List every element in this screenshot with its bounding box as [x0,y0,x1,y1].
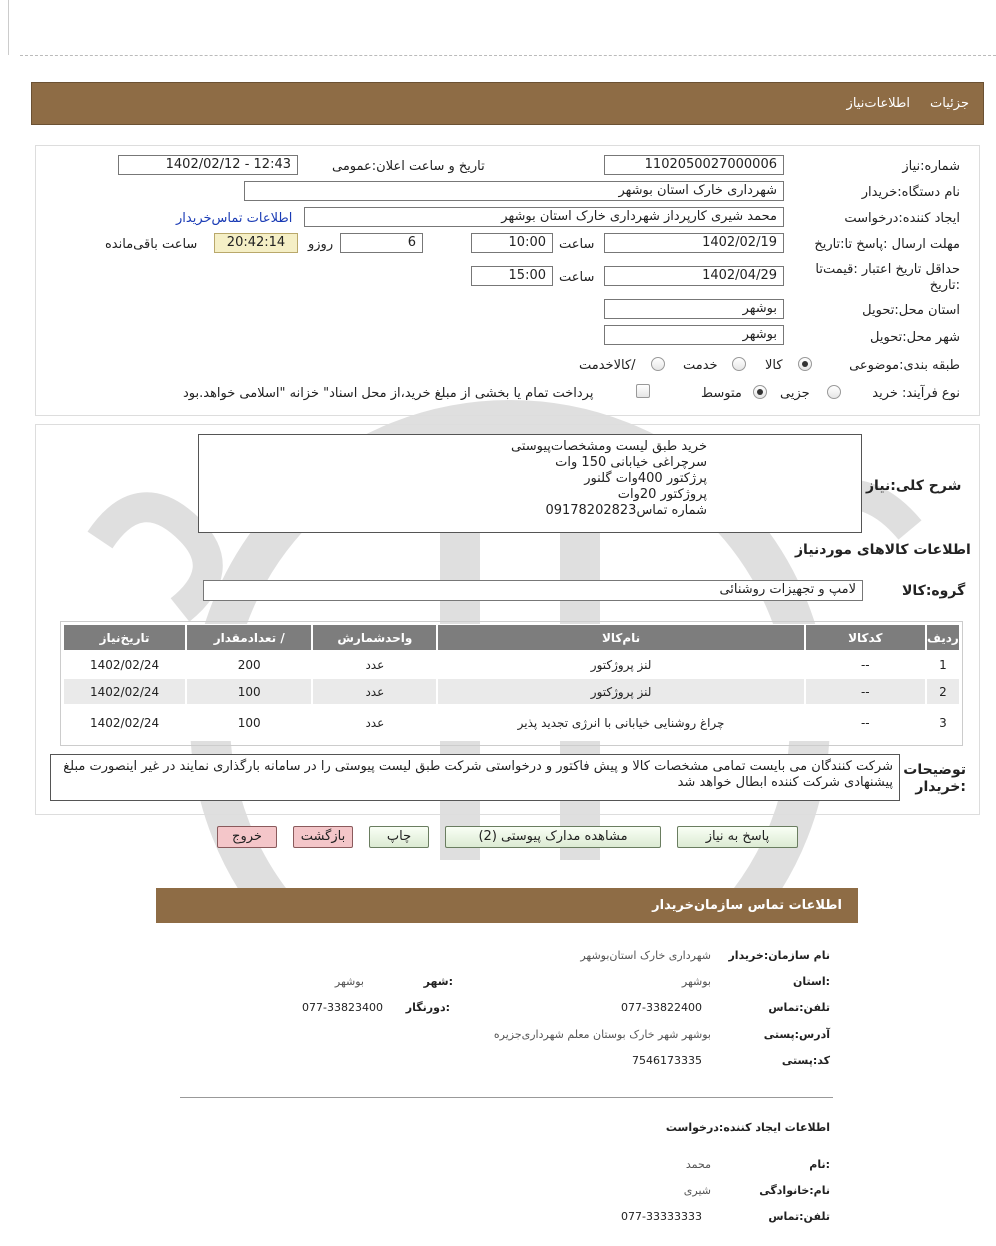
remaining-label: ساعت باقی‌مانده [105,237,198,252]
tab-need-info[interactable]: اطلاعات‌نیاز [846,96,910,111]
validity-label-2: :تاریخ [929,278,960,293]
org-label: نام سازمان:خریدار [728,949,830,962]
table-row[interactable] [63,678,960,705]
fax-value: 077-33823400 [302,1001,383,1014]
category-label: طبقه بندی:موضوعی [849,358,960,373]
cell-unit: عدد [312,678,437,705]
fax-label: :دورنگار [405,1001,450,1014]
contact-title: اطلاعات تماس سازمان‌خریدار [652,898,842,913]
cell-name: لنز پروژکتور [437,651,804,678]
cell-code: -- [805,651,926,678]
cell-qty: 100 [186,678,312,705]
cat-goods-service-label: /کالاخدمت [579,358,636,373]
buyer-notes-box: شرکت کنندگان می بایست تمامی مشخصات کالا و پیش فاکتور و درخواستی شرکت طبق لیست پیوستی را در سامانه بارگذاری نمایند در غیر اینصورت مبلغ پیشنهادی شرکت کننده ابطال خواهد شد [50,754,900,801]
header-bar [31,82,984,125]
payment-text: پرداخت تمام یا بخشی از مبلغ خرید،از محل اسناد" خزانه "اسلامی خواهد.بود [183,386,594,401]
address-label: آدرس:پستی [763,1028,830,1041]
province-label: استان محل:تحویل [862,303,960,318]
family-label: نام:خانوادگی [759,1184,830,1197]
col-row: ردیف [926,624,960,651]
deadline-time-field: 10:00 [471,233,553,253]
reply-button[interactable]: پاسخ به نیاز [677,826,798,848]
cell-unit: عدد [312,705,437,741]
days-label: روزو [308,237,334,252]
address-value: بوشهر شهر خارک بوستان معلم شهرداری‌جزیره [493,1028,711,1041]
remaining-timer: 20:42:14 [214,233,298,253]
buyer-org-field: شهرداری خارک استان بوشهر [244,181,784,201]
city-field: بوشهر [604,325,784,345]
cat-service-radio[interactable] [732,357,746,371]
deadline-label: مهلت ارسال :پاسخ تا:تاریخ [814,237,960,252]
province-c-value: بوشهر [681,975,711,988]
cell-date: 1402/02/24 [63,651,186,678]
announce-label: تاریخ و ساعت اعلان:عمومی [332,159,485,174]
name-label: :نام [809,1158,830,1171]
cell-row: 3 [926,705,960,741]
cell-code: -- [805,705,926,741]
table-row[interactable] [63,705,960,741]
deadline-hour-label: ساعت [559,237,595,252]
col-unit: واحدشمارش [312,624,437,651]
goods-table-header [63,624,960,651]
table-row[interactable] [63,651,960,678]
cell-code: -- [805,678,926,705]
creator-phone-label: تلفن:تماس [768,1210,830,1223]
cell-row: 2 [926,678,960,705]
deadline-date-field: 1402/02/19 [604,233,784,253]
summary-line-4: پروژکتور 20وات [617,487,707,502]
tab-details[interactable]: جزئیات [930,96,969,111]
cat-goods-radio[interactable] [798,357,812,371]
summary-line-3: پرژکتور 400وات گلنور [584,471,707,486]
summary-line-2: سرچراغی خیابانی 150 وات [555,455,707,470]
need-number-label: شماره:نیاز [902,159,960,174]
col-date: تاریخ‌نیاز [63,624,186,651]
validity-time-field: 15:00 [471,266,553,286]
phone-value: 077-33822400 [621,1001,702,1014]
cell-name: لنز پروژکتور [437,678,804,705]
creator-info-title: اطلاعات ایجاد کننده:درخواست [665,1121,830,1134]
postal-label: کد:پستی [781,1054,830,1067]
cell-unit: عدد [312,651,437,678]
cat-goods-service-radio[interactable] [651,357,665,371]
contact-header-bar [156,888,858,923]
cat-service-label: خدمت [683,358,718,373]
postal-value: 7546173335 [632,1054,702,1067]
goods-section-title: اطلاعات کالاهای موردنیاز [795,542,971,558]
validity-date-field: 1402/04/29 [604,266,784,286]
org-value: شهرداری خارک استان‌بوشهر [580,949,711,962]
payment-checkbox[interactable] [636,384,650,398]
creator-field: محمد شیری کارپرداز شهرداری خارک استان بوشهر [304,207,784,227]
col-name: نام‌کالا [437,624,804,651]
province-field: بوشهر [604,299,784,319]
col-code: کدکالا [805,624,926,651]
col-qty: / تعدادمقدار [186,624,312,651]
cat-goods-label: کالا [765,358,783,373]
buyer-org-label: نام دستگاه:خریدار [861,185,960,200]
goods-group-field: لامپ و تجهیزات روشنائی [203,580,863,601]
days-field: 6 [340,233,423,253]
buyer-notes-label-1: توضیحات [903,762,966,778]
cell-name: چراغ روشنایی خیابانی با انرژی تجدید پذیر [437,705,804,741]
back-button[interactable]: بازگشت [293,826,353,848]
cell-qty: 200 [186,651,312,678]
summary-label: شرح کلی:نیاز [866,478,962,494]
buyer-contact-link[interactable]: اطلاعات تماس‌خریدار [176,211,293,226]
contact-divider [180,1097,833,1098]
name-value: محمد [685,1158,711,1171]
creator-phone-value: 077-33333333 [621,1210,702,1223]
validity-hour-label: ساعت [559,270,595,285]
left-border-line [8,0,9,55]
city-c-label: :شهر [423,975,453,988]
cell-date: 1402/02/24 [63,678,186,705]
summary-line-1: خرید طبق لیست ومشخصات‌پیوستی [510,439,707,454]
announce-field: 1402/02/12 - 12:43 [118,155,298,175]
proc-partial-label: جزیی [780,386,810,401]
goods-table [63,624,960,741]
city-label: شهر محل:تحویل [870,330,960,345]
summary-box [198,434,862,533]
validity-label-1: حداقل تاریخ اعتبار :قیمت‌تا [815,262,960,277]
cell-row: 1 [926,651,960,678]
proc-partial-radio[interactable] [827,385,841,399]
buyer-notes-label-2: :خریدار [915,779,966,795]
summary-line-5: شماره تماس09178202823 [545,503,707,518]
province-c-label: :استان [793,975,830,988]
city-c-value: بوشهر [334,975,364,988]
goods-group-label: گروه:کالا [902,583,966,599]
process-label: نوع فرآیند: خرید [872,386,960,401]
cell-qty: 100 [186,705,312,741]
print-button[interactable]: چاپ [369,826,429,848]
exit-button[interactable]: خروج [217,826,277,848]
proc-medium-radio[interactable] [753,385,767,399]
need-number-field: 1102050027000006 [604,155,784,175]
attachments-button[interactable]: مشاهده مدارک پیوستی (2) [445,826,661,848]
top-dashed-separator [20,55,996,56]
family-value: شیری [683,1184,711,1197]
creator-label: ایجاد کننده:درخواست [844,211,960,226]
proc-medium-label: متوسط [701,386,742,401]
cell-date: 1402/02/24 [63,705,186,741]
phone-label: تلفن:تماس [768,1001,830,1014]
